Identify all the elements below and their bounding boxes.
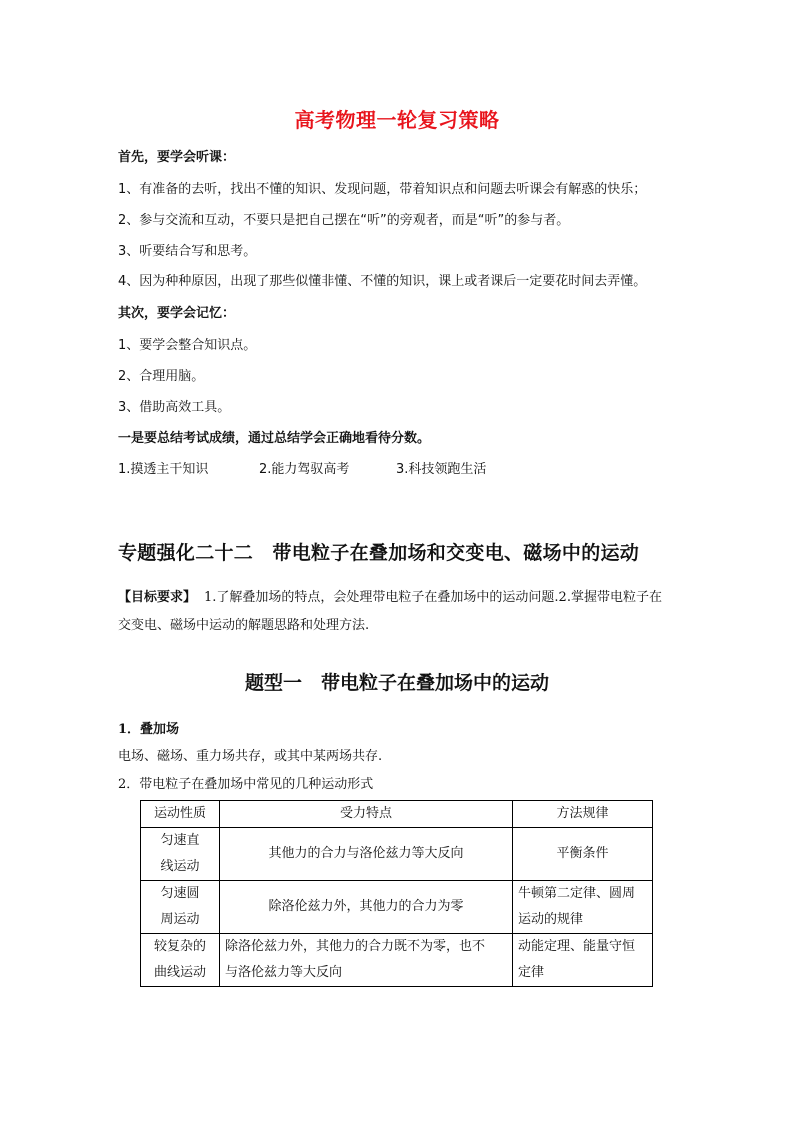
goal-text: 1.了解叠加场的特点，会处理带电粒子在叠加场中的运动问题.2.掌握带电粒子在 (204, 590, 662, 605)
motion-table (140, 800, 653, 987)
table-row (141, 934, 653, 987)
table-row (141, 828, 653, 881)
table-header-row (141, 801, 653, 828)
link-item[interactable]: 2.能力驾驭高考 (259, 462, 350, 477)
list-item: 1、要学会整合知识点。 (118, 338, 257, 353)
table-cell: 除洛伦兹力外，其他力的合力为零 (220, 881, 513, 934)
table-header-cell: 运动性质 (141, 801, 220, 828)
list-item: 1、有准备的去听，找出不懂的知识、发现问题，带着知识点和问题去听课会有解惑的快乐； (118, 182, 647, 197)
section-heading-memory: 其次，要学会记忆： (118, 306, 236, 321)
type-title: 题型一 带电粒子在叠加场中的运动 (244, 672, 549, 694)
section-heading-listening: 首先，要学会听课： (118, 150, 236, 165)
goal-line (118, 585, 662, 611)
table-cell: 匀速圆 周运动 (141, 881, 220, 934)
list-item: 4、因为种种原因，出现了那些似懂非懂、不懂的知识，课上或者课后一定要花时间去弄懂。 (118, 274, 647, 289)
list-item: 3、借助高效工具。 (118, 400, 231, 415)
link-item[interactable]: 3.科技领跑生活 (396, 462, 487, 477)
list-item: 2、合理用脑。 (118, 369, 205, 384)
table-cell: 匀速直 线运动 (141, 828, 220, 881)
table-cell: 除洛伦兹力外，其他力的合力既不为零，也不 与洛伦兹力等大反向 (220, 934, 513, 987)
table-cell: 较复杂的 曲线运动 (141, 934, 220, 987)
page-title: 高考物理一轮复习策略 (294, 108, 500, 132)
table-cell: 牛顿第二定律、圆周 运动的规律 (513, 881, 653, 934)
table-cell: 平衡条件 (513, 828, 653, 881)
topic-title: 专题强化二十二 带电粒子在叠加场和交变电、磁场中的运动 (118, 542, 640, 564)
table-row (141, 881, 653, 934)
table-header-cell: 受力特点 (220, 801, 513, 828)
subheading-superposed-field: 1．叠加场 (118, 722, 180, 737)
subheading-motion-forms: 2．带电粒子在叠加场中常见的几种运动形式 (118, 777, 374, 792)
summary-note: 一是要总结考试成绩，通过总结学会正确地看待分数。 (118, 431, 431, 446)
table-cell: 其他力的合力与洛伦兹力等大反向 (220, 828, 513, 881)
list-item: 3、听要结合写和思考。 (118, 244, 257, 259)
goal-tag: 【目标要求】 (118, 590, 197, 605)
list-item: 2、参与交流和互动，不要只是把自己摆在“听”的旁观者，而是“听”的参与者。 (118, 213, 570, 228)
link-item[interactable]: 1.摸透主干知识 (118, 462, 209, 477)
table-header-cell: 方法规律 (513, 801, 653, 828)
table-cell: 动能定理、能量守恒 定律 (513, 934, 653, 987)
paragraph: 电场、磁场、重力场共存，或其中某两场共存. (118, 749, 383, 764)
goal-line-2: 交变电、磁场中运动的解题思路和处理方法. (118, 618, 370, 633)
